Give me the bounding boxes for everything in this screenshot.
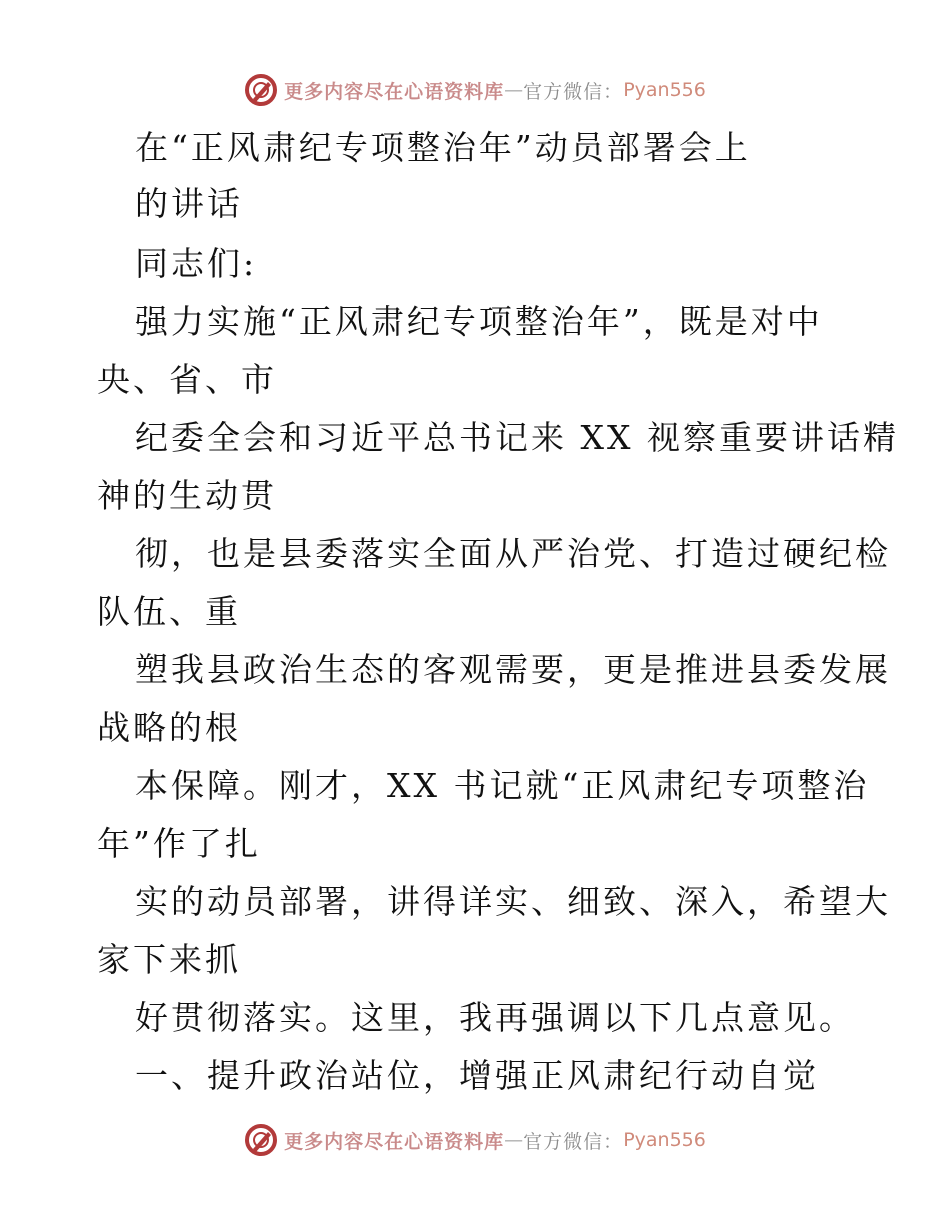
doc-paragraph-line: 队伍、重 [97,592,241,631]
watermark-dash: — [504,1129,524,1151]
doc-title-line-1: 在“正风肃纪专项整治年”动员部署会上 [135,128,751,167]
doc-paragraph-line: 纪委全会和习近平总书记来 XX 视察重要讲话精 [135,418,899,457]
doc-paragraph-line: 强力实施“正风肃纪专项整治年”，既是对中 [135,302,823,341]
doc-paragraph-line: 本保障。刚才，XX 书记就“正风肃纪专项整治 [135,766,870,805]
doc-paragraph-line: 家下来抓 [97,940,241,979]
watermark-site-text: 更多内容尽在心语资料库 [284,1130,505,1153]
watermark-wechat-id: Pyan556 [623,1129,706,1151]
doc-paragraph-line: 神的生动贯 [97,476,277,515]
doc-paragraph-line: 战略的根 [97,708,241,747]
doc-paragraph-line: 央、省、市 [97,360,277,399]
watermark-wechat-label: 官方微信： [523,1130,624,1153]
doc-paragraph-line: 实的动员部署，讲得详实、细致、深入，希望大 [135,882,891,921]
pen-logo-icon [244,73,278,107]
doc-section-heading: 一、提升政治站位，增强正风肃纪行动自觉 [135,1056,819,1095]
doc-paragraph-line: 年”作了扎 [97,824,261,863]
doc-title-line-2: 的讲话 [135,184,243,223]
footer-watermark [0,1120,950,1160]
watermark-wechat-label: 官方微信： [523,80,624,103]
watermark-wechat-id: Pyan556 [623,79,706,101]
doc-paragraph-line: 彻，也是县委落实全面从严治党、打造过硬纪检 [135,534,891,573]
doc-paragraph-line: 塑我县政治生态的客观需要，更是推进县委发展 [135,650,891,689]
watermark-dash: — [504,79,524,101]
header-watermark [0,70,950,110]
doc-paragraph-line: 好贯彻落实。这里，我再强调以下几点意见。 [135,998,855,1037]
watermark-site-text: 更多内容尽在心语资料库 [284,80,505,103]
pen-logo-icon [244,1123,278,1157]
doc-salutation: 同志们: [135,244,258,283]
